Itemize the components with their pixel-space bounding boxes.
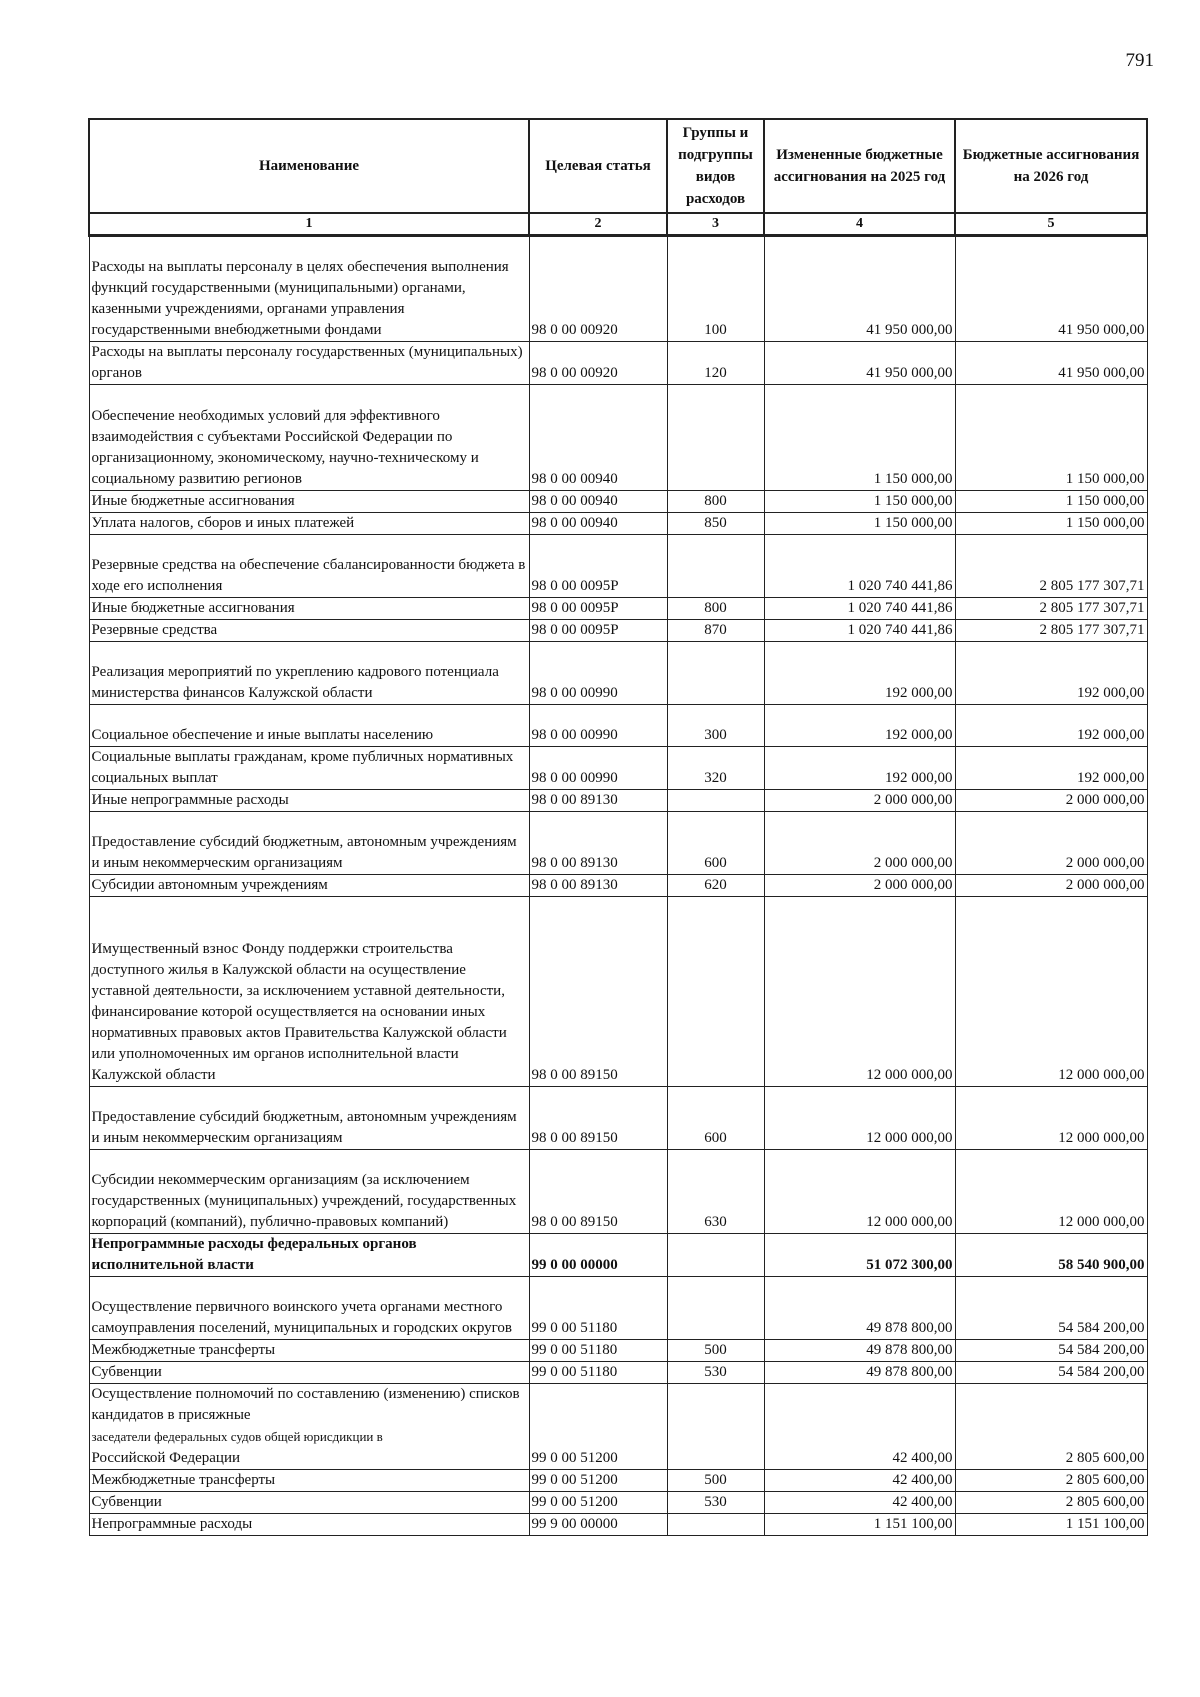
row-amount-2025: 1 020 740 441,86 — [764, 598, 955, 620]
row-name: Осуществление первичного воинского учета органами местного самоуправления поселений, муниципальных и городских округов — [89, 1277, 529, 1340]
row-code: 99 0 00 51200 — [529, 1470, 667, 1492]
row-amount-2026: 192 000,00 — [955, 642, 1147, 705]
row-amount-2026: 12 000 000,00 — [955, 1087, 1147, 1150]
row-name: Субвенции — [89, 1362, 529, 1384]
table-row — [89, 1384, 1147, 1470]
row-amount-2025: 41 950 000,00 — [764, 236, 955, 342]
column-number: 4 — [764, 213, 955, 236]
row-name: Межбюджетные трансферты — [89, 1470, 529, 1492]
row-amount-2025: 49 878 800,00 — [764, 1362, 955, 1384]
row-group: 800 — [667, 491, 764, 513]
row-group: 500 — [667, 1340, 764, 1362]
row-amount-2026: 1 150 000,00 — [955, 513, 1147, 535]
row-amount-2026: 2 805 177 307,71 — [955, 620, 1147, 642]
row-name-line: заседатели федеральных судов общей юрисдикции в — [91, 1429, 383, 1444]
row-code: 98 0 00 89150 — [529, 1087, 667, 1150]
row-amount-2025: 192 000,00 — [764, 747, 955, 790]
table-row — [89, 1277, 1147, 1340]
row-amount-2026: 54 584 200,00 — [955, 1340, 1147, 1362]
table-row — [89, 620, 1147, 642]
row-amount-2025: 2 000 000,00 — [764, 812, 955, 875]
row-group: 630 — [667, 1150, 764, 1234]
row-code: 98 0 00 00940 — [529, 513, 667, 535]
row-group: 600 — [667, 812, 764, 875]
row-name: Уплата налогов, сборов и иных платежей — [89, 513, 529, 535]
column-number: 5 — [955, 213, 1147, 236]
row-name-line: Российской Федерации — [91, 1450, 241, 1466]
row-code: 99 0 00 51200 — [529, 1492, 667, 1514]
column-number: 2 — [529, 213, 667, 236]
table-row — [89, 513, 1147, 535]
row-group: 800 — [667, 598, 764, 620]
budget-table — [88, 118, 1148, 1536]
row-name-line: Осуществление полномочий по составлению (изменению) списков кандидатов в присяжные — [91, 1386, 520, 1423]
row-amount-2026: 41 950 000,00 — [955, 236, 1147, 342]
header-amount-2026: Бюджетные ассигнования на 2026 год — [955, 119, 1147, 213]
table-row — [89, 747, 1147, 790]
row-code: 98 0 00 89130 — [529, 875, 667, 897]
row-amount-2026: 2 805 600,00 — [955, 1492, 1147, 1514]
row-amount-2026: 1 151 100,00 — [955, 1514, 1147, 1536]
row-code: 98 0 00 00940 — [529, 385, 667, 491]
row-amount-2026: 192 000,00 — [955, 705, 1147, 747]
table-row — [89, 1087, 1147, 1150]
row-group: 100 — [667, 236, 764, 342]
header-name: Наименование — [89, 119, 529, 213]
table-row — [89, 897, 1147, 1087]
row-amount-2025: 42 400,00 — [764, 1470, 955, 1492]
table-row — [89, 342, 1147, 385]
row-name: Обеспечение необходимых условий для эффективного взаимодействия с субъектами Российской Федерации по организационному, экономическому, научно-техническому и социальному развитию регионов — [89, 385, 529, 491]
row-amount-2026: 2 000 000,00 — [955, 875, 1147, 897]
row-amount-2026: 54 584 200,00 — [955, 1277, 1147, 1340]
row-amount-2026: 12 000 000,00 — [955, 1150, 1147, 1234]
row-group — [667, 642, 764, 705]
table-row — [89, 1362, 1147, 1384]
row-name: Резервные средства — [89, 620, 529, 642]
row-name: Непрограммные расходы федеральных органов исполнительной власти — [89, 1234, 529, 1277]
row-code: 99 0 00 00000 — [529, 1234, 667, 1277]
column-number-row — [89, 213, 1147, 236]
row-amount-2025: 49 878 800,00 — [764, 1340, 955, 1362]
row-code: 98 0 00 00990 — [529, 642, 667, 705]
row-name: Иные бюджетные ассигнования — [89, 598, 529, 620]
row-code: 98 0 00 89150 — [529, 1150, 667, 1234]
row-group: 600 — [667, 1087, 764, 1150]
row-group: 870 — [667, 620, 764, 642]
table-row — [89, 875, 1147, 897]
row-code: 98 0 00 00990 — [529, 747, 667, 790]
page-number: 791 — [1125, 50, 1154, 71]
row-amount-2026: 2 805 600,00 — [955, 1384, 1147, 1470]
row-code: 98 0 00 00920 — [529, 342, 667, 385]
row-group: 120 — [667, 342, 764, 385]
row-amount-2025: 192 000,00 — [764, 705, 955, 747]
table-row — [89, 1514, 1147, 1536]
row-code: 98 0 00 89130 — [529, 790, 667, 812]
row-name: Непрограммные расходы — [89, 1514, 529, 1536]
row-amount-2026: 12 000 000,00 — [955, 897, 1147, 1087]
row-name: Резервные средства на обеспечение сбалансированности бюджета в ходе его исполнения — [89, 535, 529, 598]
row-amount-2026: 2 000 000,00 — [955, 790, 1147, 812]
table-row — [89, 535, 1147, 598]
row-amount-2025: 2 000 000,00 — [764, 790, 955, 812]
table-row — [89, 1234, 1147, 1277]
row-amount-2026: 1 150 000,00 — [955, 491, 1147, 513]
row-amount-2025: 1 020 740 441,86 — [764, 620, 955, 642]
row-amount-2025: 1 150 000,00 — [764, 513, 955, 535]
row-code: 99 9 00 00000 — [529, 1514, 667, 1536]
row-code: 99 0 00 51180 — [529, 1277, 667, 1340]
row-amount-2025: 42 400,00 — [764, 1492, 955, 1514]
row-name: Социальные выплаты гражданам, кроме публичных нормативных социальных выплат — [89, 747, 529, 790]
row-group: 620 — [667, 875, 764, 897]
row-name: Субсидии автономным учреждениям — [89, 875, 529, 897]
row-group — [667, 1384, 764, 1470]
row-amount-2025: 192 000,00 — [764, 642, 955, 705]
row-name: Иные непрограммные расходы — [89, 790, 529, 812]
row-code: 99 0 00 51200 — [529, 1384, 667, 1470]
row-amount-2026: 2 805 177 307,71 — [955, 598, 1147, 620]
row-code: 99 0 00 51180 — [529, 1340, 667, 1362]
row-amount-2025: 1 020 740 441,86 — [764, 535, 955, 598]
header-code: Целевая статья — [529, 119, 667, 213]
row-code: 98 0 00 0095Р — [529, 535, 667, 598]
row-group: 530 — [667, 1362, 764, 1384]
row-amount-2026: 2 805 177 307,71 — [955, 535, 1147, 598]
table-row — [89, 1150, 1147, 1234]
row-name: Расходы на выплаты персоналу в целях обеспечения выполнения функций государственными (муниципальными) органами, казенными учреждениями, органами управления государственными внебюджетными фондами — [89, 236, 529, 342]
table-row — [89, 790, 1147, 812]
row-code: 98 0 00 0095Р — [529, 598, 667, 620]
table-row — [89, 385, 1147, 491]
row-group — [667, 1234, 764, 1277]
row-name — [89, 1384, 529, 1470]
row-amount-2025: 2 000 000,00 — [764, 875, 955, 897]
row-group: 530 — [667, 1492, 764, 1514]
table-row — [89, 491, 1147, 513]
table-row — [89, 1470, 1147, 1492]
table-row — [89, 705, 1147, 747]
row-name: Межбюджетные трансферты — [89, 1340, 529, 1362]
row-code: 99 0 00 51180 — [529, 1362, 667, 1384]
row-amount-2025: 12 000 000,00 — [764, 1150, 955, 1234]
row-amount-2025: 1 151 100,00 — [764, 1514, 955, 1536]
row-group — [667, 1277, 764, 1340]
table-header-row — [89, 119, 1147, 213]
row-amount-2026: 192 000,00 — [955, 747, 1147, 790]
row-amount-2025: 12 000 000,00 — [764, 1087, 955, 1150]
table-row — [89, 236, 1147, 342]
row-group — [667, 790, 764, 812]
row-name: Реализация мероприятий по укреплению кадрового потенциала министерства финансов Калужской области — [89, 642, 529, 705]
row-group: 500 — [667, 1470, 764, 1492]
table-row — [89, 812, 1147, 875]
row-name: Иные бюджетные ассигнования — [89, 491, 529, 513]
row-name: Субсидии некоммерческим организациям (за исключением государственных (муниципальных) учреждений, государственных корпораций (компаний), публично-правовых компаний) — [89, 1150, 529, 1234]
header-group: Группы и подгруппы видов расходов — [667, 119, 764, 213]
row-amount-2025: 12 000 000,00 — [764, 897, 955, 1087]
row-code: 98 0 00 89150 — [529, 897, 667, 1087]
row-code: 98 0 00 89130 — [529, 812, 667, 875]
row-amount-2025: 1 150 000,00 — [764, 491, 955, 513]
row-name: Предоставление субсидий бюджетным, автономным учреждениям и иным некоммерческим организациям — [89, 812, 529, 875]
row-name: Расходы на выплаты персоналу государственных (муниципальных) органов — [89, 342, 529, 385]
row-name: Субвенции — [89, 1492, 529, 1514]
column-number: 3 — [667, 213, 764, 236]
row-group — [667, 535, 764, 598]
row-amount-2025: 51 072 300,00 — [764, 1234, 955, 1277]
row-amount-2026: 2 000 000,00 — [955, 812, 1147, 875]
row-code: 98 0 00 00940 — [529, 491, 667, 513]
row-amount-2026: 2 805 600,00 — [955, 1470, 1147, 1492]
row-code: 98 0 00 0095Р — [529, 620, 667, 642]
row-code: 98 0 00 00920 — [529, 236, 667, 342]
table-row — [89, 1492, 1147, 1514]
row-name: Предоставление субсидий бюджетным, автономным учреждениям и иным некоммерческим организациям — [89, 1087, 529, 1150]
row-group: 850 — [667, 513, 764, 535]
row-amount-2026: 54 584 200,00 — [955, 1362, 1147, 1384]
row-amount-2025: 41 950 000,00 — [764, 342, 955, 385]
row-amount-2025: 49 878 800,00 — [764, 1277, 955, 1340]
row-amount-2026: 1 150 000,00 — [955, 385, 1147, 491]
row-code: 98 0 00 00990 — [529, 705, 667, 747]
header-amount-2025: Измененные бюджетные ассигнования на 2025 год — [764, 119, 955, 213]
row-name: Социальное обеспечение и иные выплаты населению — [89, 705, 529, 747]
row-amount-2025: 1 150 000,00 — [764, 385, 955, 491]
row-group — [667, 385, 764, 491]
row-amount-2026: 41 950 000,00 — [955, 342, 1147, 385]
row-amount-2026: 58 540 900,00 — [955, 1234, 1147, 1277]
row-name: Имущественный взнос Фонду поддержки строительства доступного жилья в Калужской области на осуществление уставной деятельности, за исключением уставной деятельности, финансирование которой осуществляется на основании иных нормативных правовых актов Правительства Калужской области или уполномоченных им органов исполнительной власти Калужской области — [89, 897, 529, 1087]
table-row — [89, 598, 1147, 620]
table-row — [89, 1340, 1147, 1362]
table-row — [89, 642, 1147, 705]
column-number: 1 — [89, 213, 529, 236]
row-amount-2025: 42 400,00 — [764, 1384, 955, 1470]
row-group — [667, 1514, 764, 1536]
row-group: 320 — [667, 747, 764, 790]
row-group — [667, 897, 764, 1087]
row-group: 300 — [667, 705, 764, 747]
